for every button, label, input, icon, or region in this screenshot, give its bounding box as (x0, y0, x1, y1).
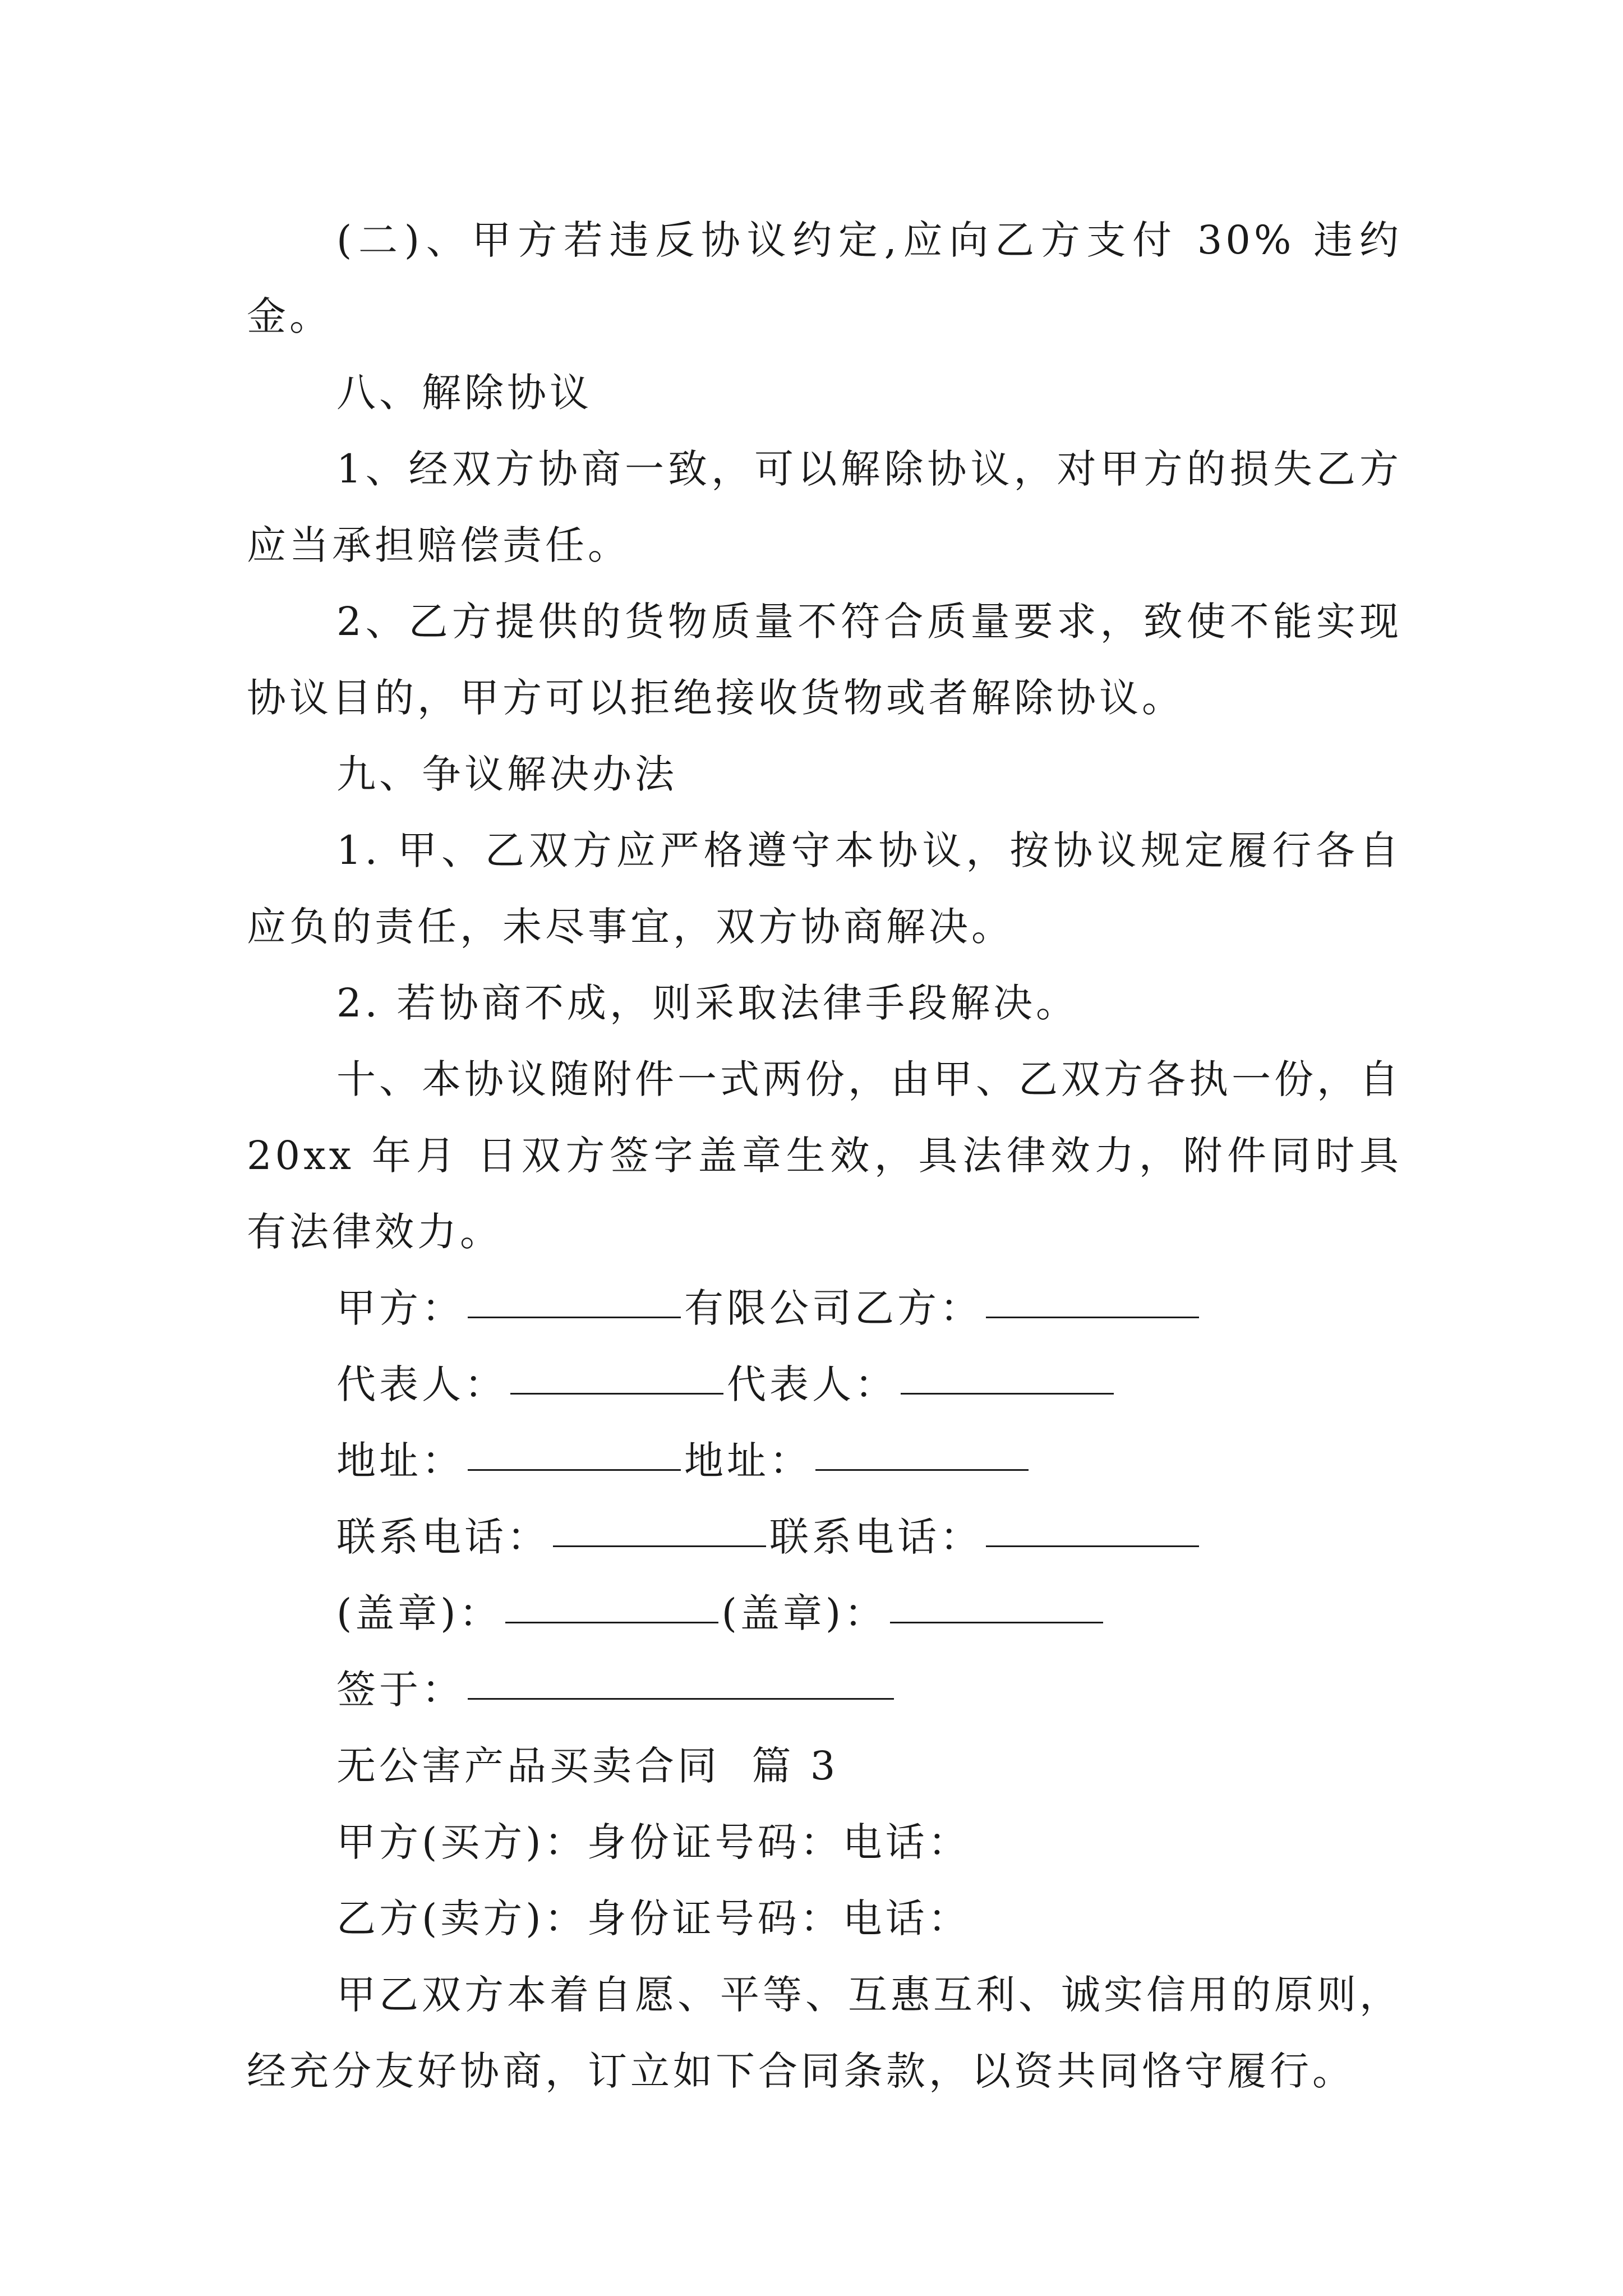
paragraph-termination-2: 2、乙方提供的货物质量不符合质量要求，致使不能实现协议目的，甲方可以拒绝接收货物或者解除协议。 (247, 599, 1402, 721)
seal-a-blank (505, 1611, 718, 1623)
contract-intro-paragraph: 甲乙双方本着自愿、平等、互惠互利、诚实信用的原则，经充分友好协商，订立如下合同条款，以资共同恪守履行。 (247, 1972, 1402, 2094)
addr-a-blank (468, 1458, 681, 1471)
seal-a-label: (盖章)： (336, 1590, 502, 1636)
signed-at-blank (468, 1687, 894, 1700)
rep-b-blank (901, 1382, 1114, 1395)
phone-a-label: 联系电话： (336, 1514, 550, 1560)
paragraph-dispute-2: 2. 若协商不成，则采取法律手段解决。 (336, 980, 1079, 1026)
rep-a-label: 代表人： (336, 1361, 507, 1407)
signature-row-seal (247, 1575, 1402, 1651)
signature-row-representative (247, 1346, 1402, 1423)
party-a-suffix: 有限公司乙方： (684, 1285, 983, 1331)
seller-info-line: 乙方(卖方)：身份证号码：电话： (336, 1895, 971, 1941)
phone-a-blank (553, 1534, 766, 1547)
document-body (247, 202, 1402, 2109)
heading-terminate-agreement: 八、解除协议 (336, 370, 592, 416)
rep-b-label: 代表人： (727, 1361, 897, 1407)
party-a-blank (468, 1305, 681, 1318)
addr-b-blank (815, 1458, 1029, 1471)
phone-b-label: 联系电话： (769, 1514, 983, 1560)
addr-b-label: 地址： (684, 1438, 812, 1484)
section-3-title: 无公害产品买卖合同 篇 3 (336, 1743, 839, 1789)
signature-row-party (247, 1270, 1402, 1346)
signature-row-signed-at (247, 1651, 1402, 1728)
signature-row-phone (247, 1499, 1402, 1575)
seal-b-blank (890, 1611, 1103, 1623)
seal-b-label: (盖章)： (721, 1590, 887, 1636)
paragraph-termination-1: 1、经双方协商一致，可以解除协议，对甲方的损失乙方应当承担赔偿责任。 (247, 446, 1402, 568)
paragraph-dispute-1: 1. 甲、乙双方应严格遵守本协议，按协议规定履行各自应负的责任，未尽事宜，双方协商解决。 (247, 827, 1402, 950)
party-a-label: 甲方： (336, 1285, 464, 1331)
addr-a-label: 地址： (336, 1438, 464, 1484)
signed-at-label: 签于： (336, 1667, 464, 1713)
heading-dispute-resolution: 九、争议解决办法 (336, 751, 677, 797)
paragraph-penalty-clause: (二)、甲方若违反协议约定,应向乙方支付 30% 违约金。 (247, 217, 1402, 339)
party-b-blank (986, 1305, 1199, 1318)
rep-a-blank (510, 1382, 723, 1395)
paragraph-effectiveness: 十、本协议随附件一式两份，由甲、乙双方各执一份，自 20xx 年月 日双方签字盖章生效，具法律效力，附件同时具有法律效力。 (247, 1056, 1402, 1255)
phone-b-blank (986, 1534, 1199, 1547)
signature-row-address (247, 1423, 1402, 1499)
buyer-info-line: 甲方(买方)：身份证号码：电话： (336, 1819, 971, 1865)
